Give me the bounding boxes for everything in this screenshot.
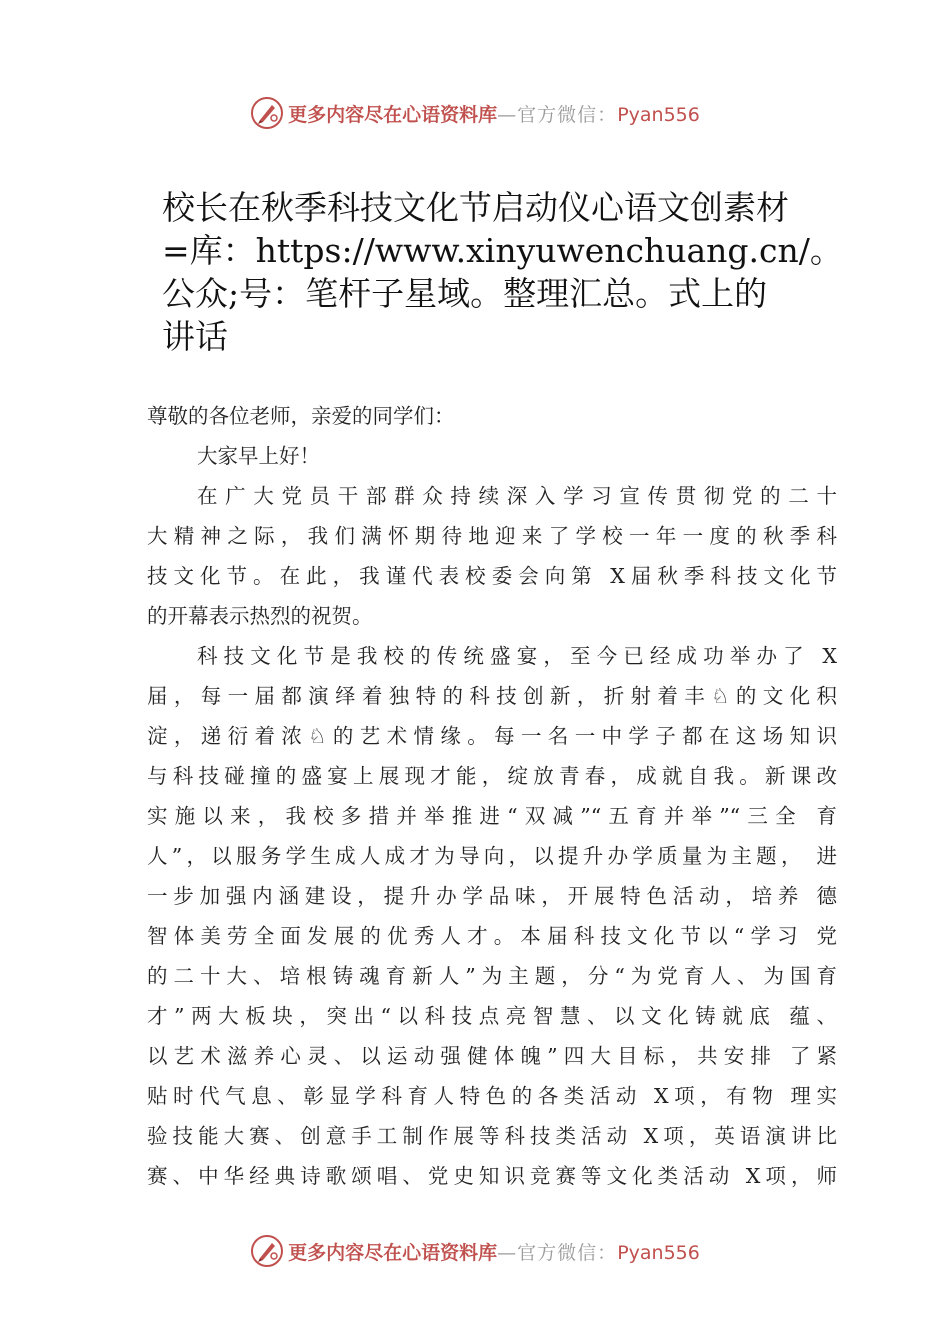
paragraph-line: 的开幕表示热烈的祝贺。 [147,604,373,628]
pen-logo-icon [250,1234,284,1268]
footer-banner [0,1234,950,1268]
header-banner [0,96,950,130]
paragraph-line: 的二十大、培根铸魂育新人”为主题，分“为党育人、为国育 [147,964,837,988]
paragraph-line: 在广大党员干部群众持续深入学习宣传贯彻党的二十 [197,484,837,508]
title-line: =库：https://www.xinyuwenchuang.cn/。 [162,231,843,270]
paragraph-line: 赛、中华经典诗歌颂唱、党史知识竞赛等文化类活动 X项，师 [147,1164,837,1188]
paragraph-line: 一步加强内涵建设，提升办学品味，开展特色活动，培养 德 [147,884,837,908]
title-line: 校长在秋季科技文化节启动仪心语文创素材 [162,188,789,227]
paragraph-line: 智体美劳全面发展的优秀人才。本届科技文化节以“学习 党 [147,924,837,948]
paragraph-line: 才”两大板块，突出“以科技点亮智慧、以文化铸就底 蕴、 [147,1004,837,1028]
paragraph-line: 贴时代气息、彰显学科育人特色的各类活动 X项，有物 理实 [147,1084,837,1108]
banner-text: 更多内容尽在心语资料库—官方微信：Pyan556 [288,103,700,126]
title-line: 讲话 [162,317,228,356]
pen-logo-icon [250,96,284,130]
banner-text: 更多内容尽在心语资料库—官方微信：Pyan556 [288,1241,700,1264]
paragraph-line: 技文化节。在此，我谨代表校委会向第 X届秋季科技文化节 [147,564,837,588]
title-line: 公众;号：笔杆子星域。整理汇总。式上的 [162,274,768,313]
salutation: 尊敬的各位老师，亲爱的同学们： [147,404,455,428]
paragraph-line: 以艺术滋养心灵、以运动强健体魄”四大目标，共安排 了紧 [147,1044,837,1068]
document-body [147,396,837,1196]
paragraph-line: 人”，以服务学生成人成才为导向，以提升办学质量为主题， 进 [147,844,837,868]
paragraph-line: 实施以来，我校多措并举推进“双减”“五育并举”“三全 育 [147,804,837,828]
paragraph-line: 科技文化节是我校的传统盛宴，至今已经成功举办了 X [197,644,837,668]
paragraph-line: 与科技碰撞的盛宴上展现才能，绽放青春，成就自我。新课改 [147,764,837,788]
greeting: 大家早上好！ [197,444,320,468]
document-title [162,186,842,358]
paragraph-line: 届，每一届都演绎着独特的科技创新，折射着丰♘的文化积 [147,684,837,708]
paragraph-line: 验技能大赛、创意手工制作展等科技类活动 X项，英语演讲比 [147,1124,837,1148]
paragraph-line: 淀，递衍着浓♘的艺术情缘。每一名一中学子都在这场知识 [147,724,837,748]
paragraph-line: 大精神之际，我们满怀期待地迎来了学校一年一度的秋季科 [147,524,837,548]
